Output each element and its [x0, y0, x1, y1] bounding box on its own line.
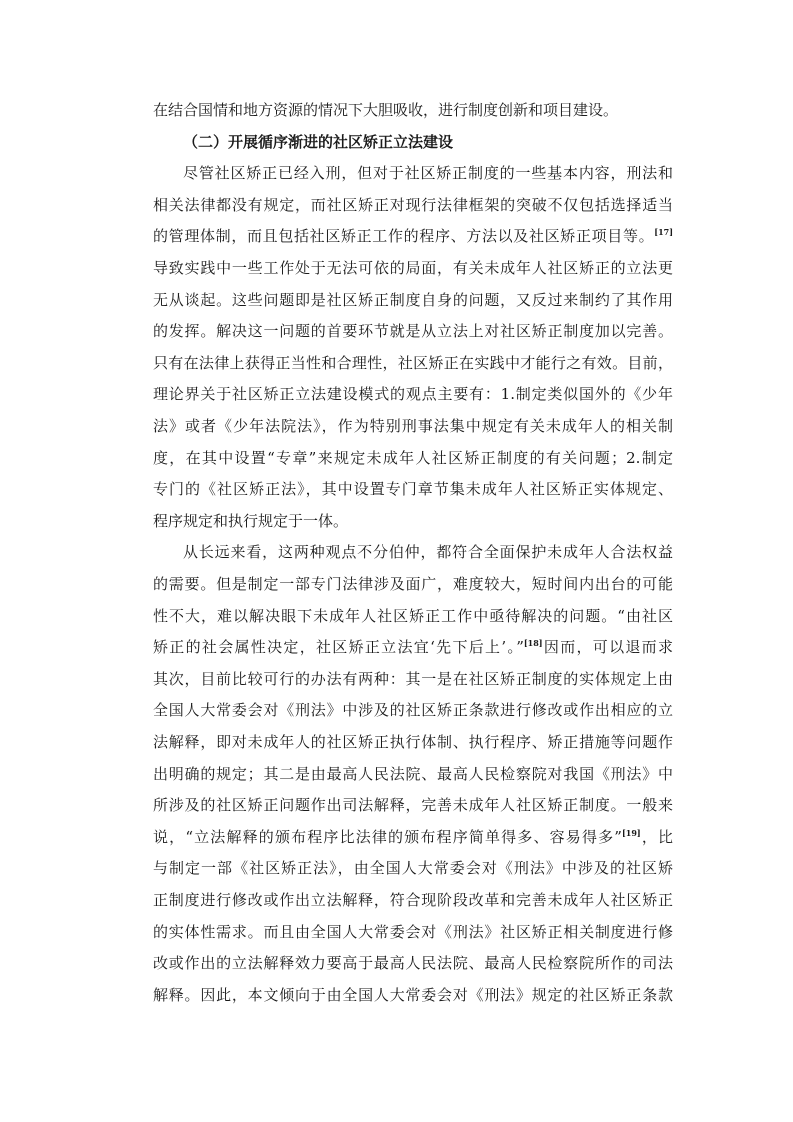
text-line — [153, 509, 673, 533]
line-text: 的实体性需求。而且由全国人大常委会对《刑法》社区矫正相关制度进行修 — [153, 923, 673, 941]
line-text: 导致实践中一些工作处于无法可依的局面，有关未成年人社区矫正的立法更 — [153, 259, 673, 277]
text-line — [183, 161, 673, 185]
line-text: 性不大，难以解决眼下未成年人社区矫正工作中亟待解决的问题。“由社区 — [153, 607, 673, 625]
line-text: 法》或者《少年法院法》，作为特别刑事法集中规定有关未成年人的相关制 — [153, 417, 673, 435]
text-line — [153, 351, 673, 375]
text-line — [153, 477, 673, 501]
text-line — [153, 98, 673, 122]
citation-marker: [19] — [621, 828, 641, 838]
text-line — [153, 983, 673, 1007]
line-text: 出明确的规定；其二是由最高人民法院、最高人民检察院对我国《刑法》中 — [153, 765, 673, 783]
line-text: 的需要。但是制定一部专门法律涉及面广，难度较大，短时间内出台的可能 — [153, 575, 673, 593]
line-text: 的管理体制，而且包括社区矫正工作的程序、方法以及社区矫正项目等。 — [153, 227, 655, 245]
text-line — [153, 604, 673, 628]
text-line — [153, 256, 673, 280]
text-line — [153, 382, 673, 406]
line-text: 尽管社区矫正已经入刑，但对于社区矫正制度的一些基本内容，刑法和 — [183, 164, 673, 182]
line-text: 专门的《社区矫正法》，其中设置专门章节集未成年人社区矫正实体规定、 — [153, 480, 673, 498]
text-line — [183, 540, 673, 564]
text-line — [153, 793, 673, 817]
text-line — [153, 888, 673, 912]
line-text: 理论界关于社区矫正立法建设模式的观点主要有：1.制定类似国外的《少年 — [153, 385, 673, 403]
text-line — [153, 920, 673, 944]
text-line — [153, 825, 673, 849]
text-line — [153, 856, 673, 880]
text-line — [153, 635, 673, 659]
line-text: 度，在其中设置“专章”来规定未成年人社区矫正制度的有关问题；2.制定 — [153, 449, 673, 467]
line-text: 其次，目前比较可行的办法有两种：其一是在社区矫正制度的实体规定上由 — [153, 670, 673, 688]
line-text: 只有在法律上获得正当性和合理性，社区矫正在实践中才能行之有效。目前， — [153, 354, 673, 372]
line-text: 所涉及的社区矫正问题作出司法解释，完善未成年人社区矫正制度。一般来 — [153, 796, 673, 814]
text-line — [153, 446, 673, 470]
section-heading — [183, 130, 673, 154]
line-text: 在结合国情和地方资源的情况下大胆吸收，进行制度创新和项目建设。 — [153, 101, 619, 119]
text-line — [153, 951, 673, 975]
line-text: 解释。因此，本文倾向于由全国人大常委会对《刑法》规定的社区矫正条款 — [153, 986, 673, 1004]
line-text: 程序规定和执行规定于一体。 — [153, 512, 349, 530]
text-line — [153, 762, 673, 786]
line-text: 法解释，即对未成年人的社区矫正执行体制、执行程序、矫正措施等问题作 — [153, 733, 673, 751]
text-line — [153, 288, 673, 312]
text-line — [153, 572, 673, 596]
line-text: 矫正的社会属性决定，社区矫正立法宜‘先下后上’。” — [153, 638, 524, 656]
line-text: （二）开展循序渐进的社区矫正立法建设 — [183, 133, 454, 151]
line-text: 说，“立法解释的颁布程序比法律的颁布程序简单得多、容易得多” — [153, 828, 622, 846]
text-line — [153, 319, 673, 343]
line-text-after: 因而，可以退而求 — [542, 638, 673, 656]
line-text: 与制定一部《社区矫正法》，由全国人大常委会对《刑法》中涉及的社区矫 — [153, 859, 673, 877]
citation-marker: [18] — [523, 638, 543, 648]
line-text: 从长远来看，这两种观点不分伯仲，都符合全面保护未成年人合法权益 — [183, 543, 673, 561]
text-line — [153, 414, 673, 438]
line-text: 的发挥。解决这一问题的首要环节就是从立法上对社区矫正制度加以完善。 — [153, 322, 673, 340]
line-text: 正制度进行修改或作出立法解释，符合现阶段改革和完善未成年人社区矫正 — [153, 891, 673, 909]
line-text: 无从谈起。这些问题即是社区矫正制度自身的问题，又反过来制约了其作用 — [153, 291, 673, 309]
text-line — [153, 224, 673, 248]
citation-marker: [17] — [654, 227, 673, 237]
line-text: 全国人大常委会对《刑法》中涉及的社区矫正条款进行修改或作出相应的立 — [153, 701, 673, 719]
line-text-after: ，比 — [640, 828, 673, 846]
text-line — [153, 698, 673, 722]
text-line — [153, 667, 673, 691]
text-line — [153, 730, 673, 754]
text-line — [153, 193, 673, 217]
line-text: 改或作出的立法解释效力要高于最高人民法院、最高人民检察院所作的司法 — [153, 954, 673, 972]
line-text: 相关法律都没有规定，而社区矫正对现行法律框架的突破不仅包括选择适当 — [153, 196, 673, 214]
